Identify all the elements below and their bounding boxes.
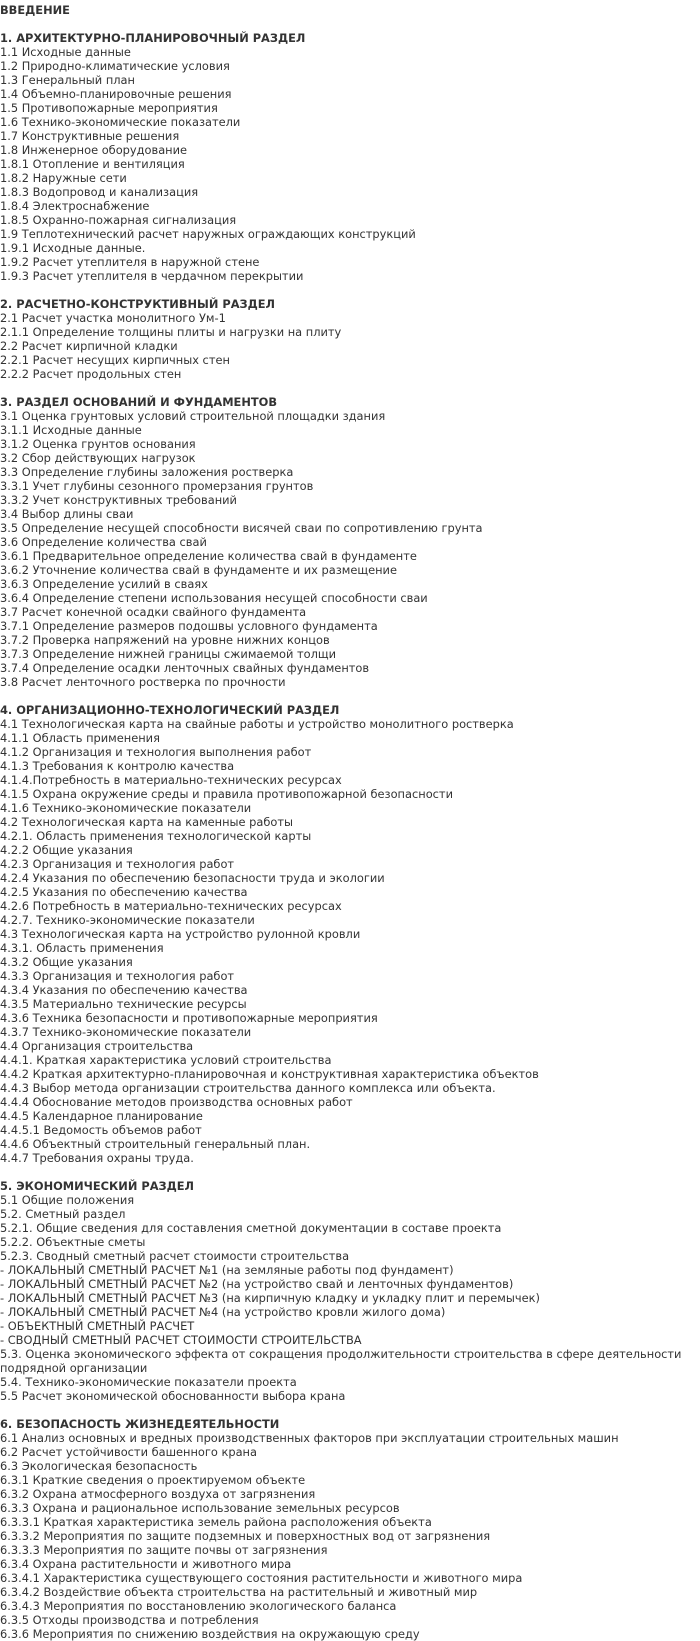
toc-item: 4.4.2 Краткая архитектурно-планировочная и конструктивная характеристика объектов (0, 1067, 539, 1081)
toc-item: 3.7 Расчет конечной осадки свайного фундамента (0, 605, 307, 619)
toc-item: 3.3.2 Учет конструктивных требований (0, 493, 237, 507)
toc-item: 1.8.1 Отопление и вентиляция (0, 157, 185, 171)
toc-item: 1.8.3 Водопровод и канализация (0, 185, 199, 199)
toc-item: 1.5 Противопожарные мероприятия (0, 101, 218, 115)
toc-item: 4.4.5 Календарное планирование (0, 1109, 203, 1123)
toc-item: 4.4.5.1 Ведомость объемов работ (0, 1123, 202, 1137)
intro-heading: ВВЕДЕНИЕ (0, 3, 70, 17)
toc-item: 3.7.1 Определение размеров подошвы условного фундамента (0, 619, 378, 633)
toc-item: 4.3.4 Указания по обеспечению качества (0, 983, 248, 997)
toc-item: 1.9.1 Исходные данные. (0, 241, 146, 255)
toc-item: 4.4.7 Требования охраны труда. (0, 1151, 194, 1165)
toc-section (0, 1179, 700, 1403)
toc-item: 1.7 Конструктивные решения (0, 129, 180, 143)
toc-item: 4.1.3 Требования к контролю качества (0, 759, 235, 773)
toc-item: 4.3 Технологическая карта на устройство рулонной кровли (0, 927, 361, 941)
toc-item: 2.2 Расчет кирпичной кладки (0, 339, 178, 353)
section-title: 1. АРХИТЕКТУРНО-ПЛАНИРОВОЧНЫЙ РАЗДЕЛ (0, 31, 306, 45)
toc-item: - ЛОКАЛЬНЫЙ СМЕТНЫЙ РАСЧЕТ №4 (на устройство кровли жилого дома) (0, 1305, 446, 1319)
toc-item: 4.1.4.Потребность в материально-технических ресурсах (0, 773, 342, 787)
toc-item: 3.7.4 Определение осадки ленточных свайных фундаментов (0, 661, 370, 675)
toc-item: 6.3.3.3 Мероприятия по защите почвы от загрязнения (0, 1543, 328, 1557)
toc-item: 5.3. Оценка экономического эффекта от сокращения продолжительности строительства в сфере деятельности подрядной организации (0, 1347, 682, 1375)
toc-item: 6.3.3 Охрана и рациональное использование земельных ресурсов (0, 1501, 400, 1515)
toc-item: 2.1.1 Определение толщины плиты и нагрузки на плиту (0, 325, 342, 339)
toc-item: 4.1.1 Область применения (0, 731, 160, 745)
toc-item: 6.3.2 Охрана атмосферного воздуха от загрязнения (0, 1487, 316, 1501)
toc-item: 2.2.2 Расчет продольных стен (0, 367, 182, 381)
toc-item: 4.2.3 Организация и технология работ (0, 857, 235, 871)
toc-section (0, 1417, 700, 1641)
toc-item: 6.3.5 Отходы производства и потребления (0, 1613, 259, 1627)
toc-item: 4.2 Технологическая карта на каменные работы (0, 815, 294, 829)
toc-item: 5.2. Сметный раздел (0, 1207, 126, 1221)
toc-item: 4.3.7 Технико-экономические показатели (0, 1025, 252, 1039)
toc-item: 3.6.1 Предварительное определение количества свай в фундаменте (0, 549, 417, 563)
toc-item: 4.4.3 Выбор метода организации строительства данного комплекса или объекта. (0, 1081, 496, 1095)
toc-item: 4.2.5 Указания по обеспечению качества (0, 885, 248, 899)
toc-item: 4.1.6 Технико-экономические показатели (0, 801, 252, 815)
toc-item: 3.3 Определение глубины заложения ростверка (0, 465, 294, 479)
toc-item: 4.2.6 Потребность в материально-технических ресурсах (0, 899, 342, 913)
toc-item: 1.8.4 Электроснабжение (0, 199, 150, 213)
section-title: 3. РАЗДЕЛ ОСНОВАНИЙ И ФУНДАМЕНТОВ (0, 395, 278, 409)
toc-item: 1.8.5 Охранно-пожарная сигнализация (0, 213, 237, 227)
toc-item: 4.3.1. Область применения (0, 941, 164, 955)
toc-item: 5.2.3. Сводный сметный расчет стоимости строительства (0, 1249, 350, 1263)
sections-container (0, 31, 700, 1641)
toc-item: 4.2.7. Технико-экономические показатели (0, 913, 255, 927)
toc-item: - ОБЪЕКТНЫЙ СМЕТНЫЙ РАСЧЕТ (0, 1319, 195, 1333)
toc-item: 3.5 Определение несущей способности висячей сваи по сопротивлению грунта (0, 521, 483, 535)
toc-item: 3.1 Оценка грунтовых условий строительной площадки здания (0, 409, 386, 423)
toc-item: 1.6 Технико-экономические показатели (0, 115, 241, 129)
toc-section (0, 31, 700, 283)
toc-item: 4.3.6 Техника безопасности и противопожарные мероприятия (0, 1011, 378, 1025)
toc-section (0, 297, 700, 381)
toc-item: 6.3.4 Охрана растительности и животного мира (0, 1557, 292, 1571)
section-title: 5. ЭКОНОМИЧЕСКИЙ РАЗДЕЛ (0, 1179, 194, 1193)
toc-item: 6.1 Анализ основных и вредных производственных факторов при эксплуатации строительных машин (0, 1431, 619, 1445)
toc-item: 6.3.4.3 Мероприятия по восстановлению экологического баланса (0, 1599, 397, 1613)
toc-section (0, 395, 700, 689)
toc-item: 4.3.5 Материально технические ресурсы (0, 997, 247, 1011)
toc-item: 1.1 Исходные данные (0, 45, 131, 59)
toc-item: 3.6 Определение количества свай (0, 535, 207, 549)
toc-item: 3.3.1 Учет глубины сезонного промерзания грунтов (0, 479, 314, 493)
toc-item: 4.2.4 Указания по обеспечению безопасности труда и экологии (0, 871, 385, 885)
toc-item: 4.4 Организация строительства (0, 1039, 194, 1053)
toc-item: 4.1 Технологическая карта на свайные работы и устройство монолитного ростверка (0, 717, 514, 731)
toc-item: 6.3.6 Мероприятия по снижению воздействия на окружающую среду (0, 1627, 420, 1641)
toc-item: 3.1.1 Исходные данные (0, 423, 142, 437)
toc-item: 4.3.2 Общие указания (0, 955, 133, 969)
toc-item: 4.4.1. Краткая характеристика условий строительства (0, 1053, 332, 1067)
toc-item: 3.2 Сбор действующих нагрузок (0, 451, 196, 465)
toc-section (0, 703, 700, 1165)
toc-item: 6.3.3.2 Мероприятия по защите подземных и поверхностных вод от загрязнения (0, 1529, 491, 1543)
toc-item: 6.3.4.1 Характеристика существующего состояния растительности и животного мира (0, 1571, 523, 1585)
toc-item: 5.2.1. Общие сведения для составления сметной документации в составе проекта (0, 1221, 502, 1235)
toc-item: 4.4.6 Объектный строительный генеральный план. (0, 1137, 311, 1151)
toc-item: 5.2.2. Объектные сметы (0, 1235, 146, 1249)
toc-item: 5.1 Общие положения (0, 1193, 135, 1207)
toc-item: 2.2.1 Расчет несущих кирпичных стен (0, 353, 230, 367)
toc-item: 6.3.3.1 Краткая характеристика земель района расположения объекта (0, 1515, 432, 1529)
toc-item: 1.8.2 Наружные сети (0, 171, 127, 185)
section-title: 2. РАСЧЕТНО-КОНСТРУКТИВНЫЙ РАЗДЕЛ (0, 297, 275, 311)
toc-item: 6.3.4.2 Воздействие объекта строительства на растительный и животный мир (0, 1585, 478, 1599)
toc-item: 3.7.3 Определение нижней границы сжимаемой толщи (0, 647, 337, 661)
toc-item: 4.2.2 Общие указания (0, 843, 133, 857)
toc-item: 3.6.3 Определение усилий в сваях (0, 577, 208, 591)
toc-item: 4.4.4 Обоснование методов производства основных работ (0, 1095, 353, 1109)
toc-item: 6.3 Экологическая безопасность (0, 1459, 198, 1473)
section-title: 6. БЕЗОПАСНОСТЬ ЖИЗНЕДЕЯТЕЛЬНОСТИ (0, 1417, 280, 1431)
toc-item: 1.9.2 Расчет утеплителя в наружной стене (0, 255, 260, 269)
toc-item: - ЛОКАЛЬНЫЙ СМЕТНЫЙ РАСЧЕТ №2 (на устройство свай и ленточных фундаментов) (0, 1277, 514, 1291)
toc-item: 4.2.1. Область применения технологической карты (0, 829, 312, 843)
toc-item: 4.1.2 Организация и технология выполнения работ (0, 745, 312, 759)
toc-item: 3.7.2 Проверка напряжений на уровне нижних концов (0, 633, 330, 647)
toc-item: 3.6.4 Определение степени использования несущей способности сваи (0, 591, 428, 605)
toc-item: 1.3 Генеральный план (0, 73, 135, 87)
toc-item: - ЛОКАЛЬНЫЙ СМЕТНЫЙ РАСЧЕТ №3 (на кирпичную кладку и укладку плит и перемычек) (0, 1291, 540, 1305)
toc-item: 1.9.3 Расчет утеплителя в чердачном перекрытии (0, 269, 304, 283)
toc-item: 4.1.5 Охрана окружение среды и правила противопожарной безопасности (0, 787, 453, 801)
toc-item: 3.4 Выбор длины сваи (0, 507, 134, 521)
toc-item: 3.8 Расчет ленточного ростверка по прочности (0, 675, 286, 689)
toc-item: 4.3.3 Организация и технология работ (0, 969, 235, 983)
section-title: 4. ОРГАНИЗАЦИОННО-ТЕХНОЛОГИЧЕСКИЙ РАЗДЕЛ (0, 703, 340, 717)
toc-item: - СВОДНЫЙ СМЕТНЫЙ РАСЧЕТ СТОИМОСТИ СТРОИТЕЛЬСТВА (0, 1333, 362, 1347)
toc-item: 1.9 Теплотехнический расчет наружных ограждающих конструкций (0, 227, 416, 241)
toc-item: - ЛОКАЛЬНЫЙ СМЕТНЫЙ РАСЧЕТ №1 (на земляные работы под фундамент) (0, 1263, 454, 1277)
toc-item: 6.2 Расчет устойчивости башенного крана (0, 1445, 257, 1459)
toc-item: 1.8 Инженерное оборудование (0, 143, 188, 157)
toc-item: 2.1 Расчет участка монолитного Ум-1 (0, 311, 226, 325)
toc-item: 5.5 Расчет экономической обоснованности выбора крана (0, 1389, 346, 1403)
toc-item: 5.4. Технико-экономические показатели проекта (0, 1375, 297, 1389)
toc-item: 6.3.1 Краткие сведения о проектируемом объекте (0, 1473, 306, 1487)
toc-item: 3.6.2 Уточнение количества свай в фундаменте и их размещение (0, 563, 397, 577)
toc-item: 1.2 Природно-климатические условия (0, 59, 230, 73)
toc-item: 1.4 Объемно-планировочные решения (0, 87, 232, 101)
toc-item: 3.1.2 Оценка грунтов основания (0, 437, 196, 451)
